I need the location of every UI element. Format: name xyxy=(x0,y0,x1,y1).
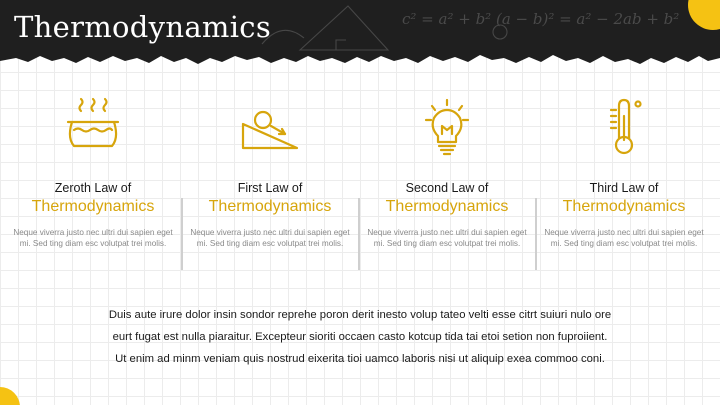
law-title-line1: Zeroth Law of xyxy=(54,181,132,195)
column-divider xyxy=(181,198,183,270)
law-title-line1: Second Law of xyxy=(405,181,489,195)
law-title-line2: Thermodynamics xyxy=(385,198,509,215)
light-bulb-icon xyxy=(412,96,482,160)
paragraph-line: Duis aute irure dolor insin sondor reprehe poron derit inesto volup tateo velti esse citrt suiuri nulo ore xyxy=(108,309,612,321)
law-column-first xyxy=(185,96,355,249)
law-title-line1: Third Law of xyxy=(589,181,659,195)
law-description: Neque viverra justo nec ultri dui sapien eget mi. Sed ting diam esc volutpat trei molis. xyxy=(13,228,173,248)
corner-dot-bottom-left xyxy=(0,387,20,405)
paragraph-line: Ut enim ad minm veniam quis nostrud eixerita tioi uamco laboris nisi ut aliquip exea commoo coni. xyxy=(115,353,605,365)
paragraph-line: eurt fugat est nulla piaraitur. Excepteur sioriti occaen casto kotcup tida tai etoi setion non fuproiient. xyxy=(112,331,608,343)
inclined-plane-icon xyxy=(235,96,305,160)
law-description: Neque viverra justo nec ultri dui sapien eget mi. Sed ting diam esc volutpat trei molis. xyxy=(544,228,704,248)
law-title-line2: Thermodynamics xyxy=(562,198,686,215)
law-title-line2: Thermodynamics xyxy=(31,198,155,215)
chalk-formula: c² = a² + b² (a − b)² = a² − 2ab + b² xyxy=(402,10,680,28)
page-title: Thermodynamics xyxy=(14,10,272,44)
law-title-line1: First Law of xyxy=(237,181,303,195)
law-column-zeroth xyxy=(8,96,178,249)
thermometer-icon xyxy=(589,96,659,160)
law-column-second xyxy=(362,96,532,249)
heating-bath-icon xyxy=(58,96,128,160)
law-description: Neque viverra justo nec ultri dui sapien eget mi. Sed ting diam esc volutpat trei molis. xyxy=(190,228,350,248)
law-column-third xyxy=(539,96,709,249)
body-paragraph xyxy=(40,304,680,370)
header-banner xyxy=(0,0,720,80)
column-divider xyxy=(535,198,537,270)
law-description: Neque viverra justo nec ultri dui sapien eget mi. Sed ting diam esc volutpat trei molis. xyxy=(367,228,527,248)
column-divider xyxy=(358,198,360,270)
law-title-line2: Thermodynamics xyxy=(208,198,332,215)
